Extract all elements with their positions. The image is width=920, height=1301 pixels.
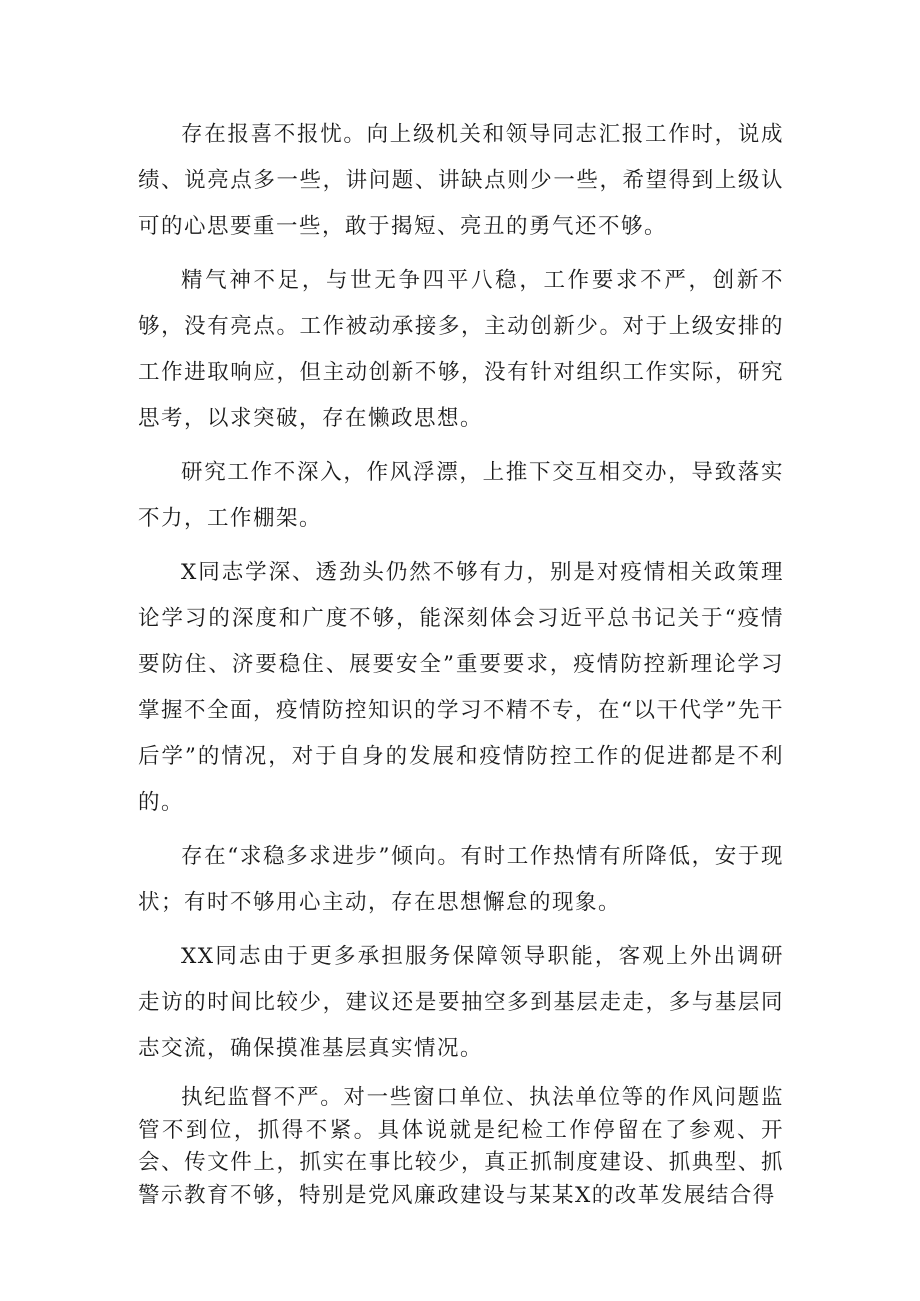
paragraph-6: XX同志由于更多承担服务保障领导职能，客观上外出调研走访的时间比较少，建议还是要抽空多到基层走走，多与基层同志交流，确保摸准基层真实情况。 — [138, 944, 784, 1061]
paragraph-3: 研究工作不深入，作风浮漂，上推下交互相交办，导致落实不力，工作棚架。 — [138, 460, 784, 531]
paragraph-2: 精气神不足，与世无争四平八稳，工作要求不严，创新不够，没有亮点。工作被动承接多，主动创新少。对于上级安排的工作进取响应，但主动创新不够，没有针对组织工作实际，研究思考，以求突破，存在懒政思想。 — [138, 268, 784, 431]
paragraph-4: X同志学深、透劲头仍然不够有力，别是对疫情相关政策理论学习的深度和广度不够，能深刻体会习近平总书记关于“疫情要防住、济要稳住、展要安全”重要要求，疫情防控新理论学习掌握不全面，疫情防控知识的学习不精不专，在“以干代学”先干后学”的情况，对于自身的发展和疫情防控工作的促进都是不利的。 — [138, 560, 784, 815]
paragraph-5: 存在“求稳多求进步”倾向。有时工作热情有所降低，安于现状；有时不够用心主动，存在思想懈怠的现象。 — [138, 844, 784, 915]
paragraph-1: 存在报喜不报忧。向上级机关和领导同志汇报工作时，说成绩、说亮点多一些，讲问题、讲缺点则少一些，希望得到上级认可的心思要重一些，敢于揭短、亮丑的勇气还不够。 — [138, 122, 784, 239]
document-body — [138, 112, 784, 1220]
paragraph-7: 执纪监督不严。对一些窗口单位、执法单位等的作风问题监管不到位，抓得不紧。具体说就是纪检工作停留在了参观、开会、传文件上，抓实在事比较少，真正抓制度建设、抓典型、抓警示教育不够，特别是党风廉政建设与某某X的改革发展结合得 — [138, 1085, 784, 1208]
